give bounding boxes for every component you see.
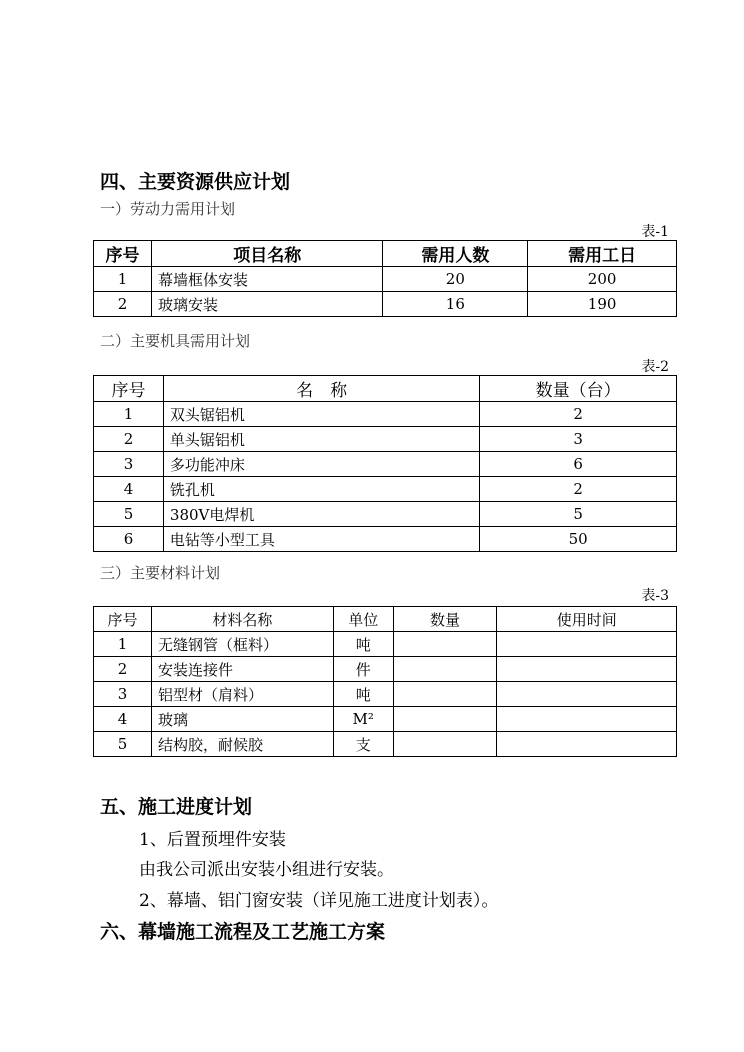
cell: 1 bbox=[94, 402, 164, 427]
cell bbox=[497, 682, 677, 707]
table-1-caption: 表-1 bbox=[641, 224, 669, 240]
cell bbox=[497, 732, 677, 757]
header-cell: 序号 bbox=[94, 376, 164, 402]
cell bbox=[393, 732, 497, 757]
cell: 无缝钢管（框料） bbox=[151, 632, 333, 657]
cell: 2 bbox=[94, 657, 152, 682]
table-row bbox=[94, 657, 677, 682]
cell: 吨 bbox=[333, 632, 393, 657]
cell: 50 bbox=[480, 527, 677, 552]
table-row bbox=[94, 452, 677, 477]
header-cell: 单位 bbox=[333, 607, 393, 632]
cell: 双头锯铝机 bbox=[163, 402, 479, 427]
cell: 2 bbox=[480, 402, 677, 427]
cell: 2 bbox=[94, 292, 152, 317]
table-row bbox=[94, 527, 677, 552]
cell: 16 bbox=[383, 292, 528, 317]
table-row bbox=[94, 402, 677, 427]
materials-table bbox=[93, 606, 677, 757]
cell: 5 bbox=[480, 502, 677, 527]
cell: 吨 bbox=[333, 682, 393, 707]
cell: 铝型材（肩料） bbox=[151, 682, 333, 707]
cell: 5 bbox=[94, 502, 164, 527]
cell: 6 bbox=[480, 452, 677, 477]
section-6-heading: 六、幕墙施工流程及工艺施工方案 bbox=[100, 921, 386, 943]
cell: 4 bbox=[94, 477, 164, 502]
table-header-row bbox=[94, 376, 677, 402]
table-row bbox=[94, 732, 677, 757]
cell: 5 bbox=[94, 732, 152, 757]
header-cell: 需用工日 bbox=[528, 241, 677, 267]
header-cell: 序号 bbox=[94, 607, 152, 632]
header-cell: 名 称 bbox=[163, 376, 479, 402]
cell bbox=[497, 657, 677, 682]
cell: 200 bbox=[528, 267, 677, 292]
cell: 件 bbox=[333, 657, 393, 682]
cell: 铣孔机 bbox=[163, 477, 479, 502]
cell: 1 bbox=[94, 632, 152, 657]
cell: 电钻等小型工具 bbox=[163, 527, 479, 552]
table-row bbox=[94, 707, 677, 732]
cell: 多功能冲床 bbox=[163, 452, 479, 477]
cell: 支 bbox=[333, 732, 393, 757]
cell: 3 bbox=[94, 682, 152, 707]
cell: 2 bbox=[94, 427, 164, 452]
cell: 3 bbox=[94, 452, 164, 477]
cell: 结构胶，耐候胶 bbox=[151, 732, 333, 757]
table-row bbox=[94, 502, 677, 527]
header-cell: 项目名称 bbox=[151, 241, 383, 267]
labor-plan-heading: 一）劳动力需用计划 bbox=[100, 200, 236, 218]
cell bbox=[497, 632, 677, 657]
cell: 190 bbox=[528, 292, 677, 317]
cell bbox=[393, 632, 497, 657]
cell: 安装连接件 bbox=[151, 657, 333, 682]
schedule-item-1: 1、后置预埋件安装 bbox=[139, 830, 286, 850]
table-3-caption: 表-3 bbox=[641, 588, 669, 604]
table-header-row bbox=[94, 241, 677, 267]
cell: 2 bbox=[480, 477, 677, 502]
cell: 玻璃安装 bbox=[151, 292, 383, 317]
cell bbox=[393, 657, 497, 682]
header-cell: 数量（台） bbox=[480, 376, 677, 402]
header-cell: 序号 bbox=[94, 241, 152, 267]
cell: 幕墙框体安装 bbox=[151, 267, 383, 292]
cell bbox=[497, 707, 677, 732]
table-row bbox=[94, 292, 677, 317]
cell bbox=[393, 707, 497, 732]
labor-table bbox=[93, 240, 677, 317]
machines-plan-heading: 二）主要机具需用计划 bbox=[100, 332, 251, 350]
table-row bbox=[94, 632, 677, 657]
table-row bbox=[94, 477, 677, 502]
header-cell: 需用人数 bbox=[383, 241, 528, 267]
section-4-heading: 四、主要资源供应计划 bbox=[100, 171, 291, 193]
table-row bbox=[94, 427, 677, 452]
table-row bbox=[94, 682, 677, 707]
table-header-row bbox=[94, 607, 677, 632]
cell: 3 bbox=[480, 427, 677, 452]
cell: M² bbox=[333, 707, 393, 732]
cell: 单头锯铝机 bbox=[163, 427, 479, 452]
schedule-item-2: 2、幕墙、铝门窗安装（详见施工进度计划表）。 bbox=[139, 891, 499, 911]
header-cell: 数量 bbox=[393, 607, 497, 632]
cell: 6 bbox=[94, 527, 164, 552]
cell bbox=[393, 682, 497, 707]
machines-table bbox=[93, 375, 677, 552]
header-cell: 使用时间 bbox=[497, 607, 677, 632]
cell: 20 bbox=[383, 267, 528, 292]
table-row bbox=[94, 267, 677, 292]
cell: 玻璃 bbox=[151, 707, 333, 732]
schedule-item-1-text: 由我公司派出安装小组进行安装。 bbox=[139, 860, 394, 880]
header-cell: 材料名称 bbox=[151, 607, 333, 632]
materials-plan-heading: 三）主要材料计划 bbox=[100, 564, 221, 582]
cell: 1 bbox=[94, 267, 152, 292]
section-5-heading: 五、施工进度计划 bbox=[100, 796, 253, 818]
table-2-caption: 表-2 bbox=[641, 359, 669, 375]
cell: 4 bbox=[94, 707, 152, 732]
cell: 380V电焊机 bbox=[163, 502, 479, 527]
